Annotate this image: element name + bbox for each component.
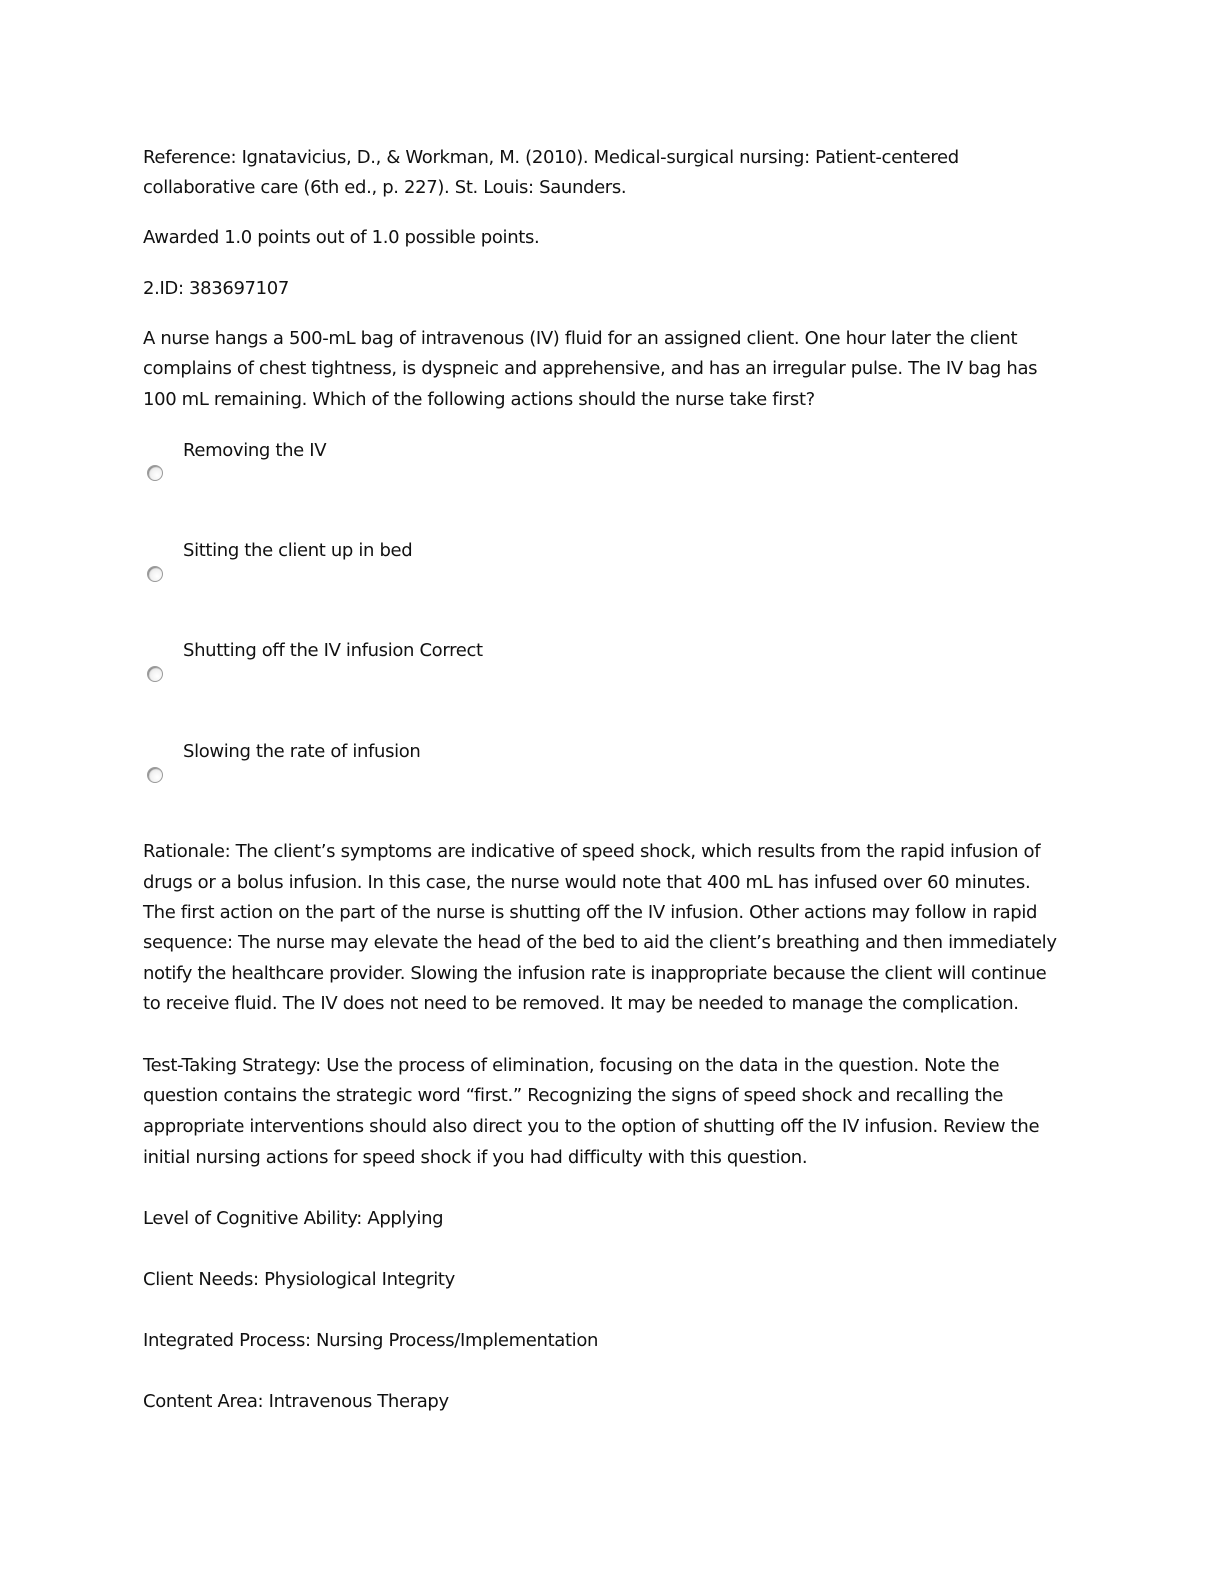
answer-option-label: Slowing the rate of infusion (183, 741, 421, 762)
question-line-3: 100 mL remaining. Which of the following actions should the nurse take first? (143, 389, 815, 410)
reference-line-2: collaborative care (6th ed., p. 227). St. Louis: Saunders. (143, 177, 627, 198)
strategy-line-4: initial nursing actions for speed shock if you had difficulty with this question. (143, 1147, 808, 1168)
answer-option-label: Sitting the client up in bed (183, 540, 413, 561)
awarded-points: Awarded 1.0 points out of 1.0 possible points. (143, 227, 540, 248)
content-area: Content Area: Intravenous Therapy (143, 1391, 449, 1412)
radio-button[interactable] (147, 767, 163, 783)
rationale-line-2: drugs or a bolus infusion. In this case, the nurse would note that 400 mL has infused over 60 minutes. (143, 872, 1031, 893)
rationale-line-4: sequence: The nurse may elevate the head of the bed to aid the client’s breathing and then immediately (143, 932, 1057, 953)
document-page (143, 0, 1073, 1584)
integrated-process: Integrated Process: Nursing Process/Implementation (143, 1330, 599, 1351)
cognitive-level: Level of Cognitive Ability: Applying (143, 1208, 444, 1229)
radio-button[interactable] (147, 566, 163, 582)
radio-button[interactable] (147, 666, 163, 682)
question-line-1: A nurse hangs a 500-mL bag of intravenous (IV) fluid for an assigned client. One hour later the client (143, 328, 1018, 349)
rationale-line-3: The first action on the part of the nurse is shutting off the IV infusion. Other actions may follow in rapid (143, 902, 1038, 923)
rationale-line-5: notify the healthcare provider. Slowing the infusion rate is inappropriate because the client will continue (143, 963, 1047, 984)
question-line-2: complains of chest tightness, is dyspneic and apprehensive, and has an irregular pulse. The IV bag has (143, 358, 1038, 379)
question-id: 2.ID: 383697107 (143, 278, 289, 299)
answer-option-label: Removing the IV (183, 440, 327, 461)
answer-option-label: Shutting off the IV infusion Correct (183, 640, 483, 661)
strategy-line-1: Test-Taking Strategy: Use the process of elimination, focusing on the data in the question. Note the (143, 1055, 1000, 1076)
rationale-line-1: Rationale: The client’s symptoms are indicative of speed shock, which results from the rapid infusion of (143, 841, 1041, 862)
rationale-line-6: to receive fluid. The IV does not need to be removed. It may be needed to manage the complication. (143, 993, 1019, 1014)
reference-line-1: Reference: Ignatavicius, D., & Workman, M. (2010). Medical-surgical nursing: Patient-centered (143, 147, 959, 168)
strategy-line-3: appropriate interventions should also direct you to the option of shutting off the IV infusion. Review the (143, 1116, 1040, 1137)
radio-button[interactable] (147, 465, 163, 481)
strategy-line-2: question contains the strategic word “first.” Recognizing the signs of speed shock and recalling the (143, 1085, 1004, 1106)
client-needs: Client Needs: Physiological Integrity (143, 1269, 455, 1290)
